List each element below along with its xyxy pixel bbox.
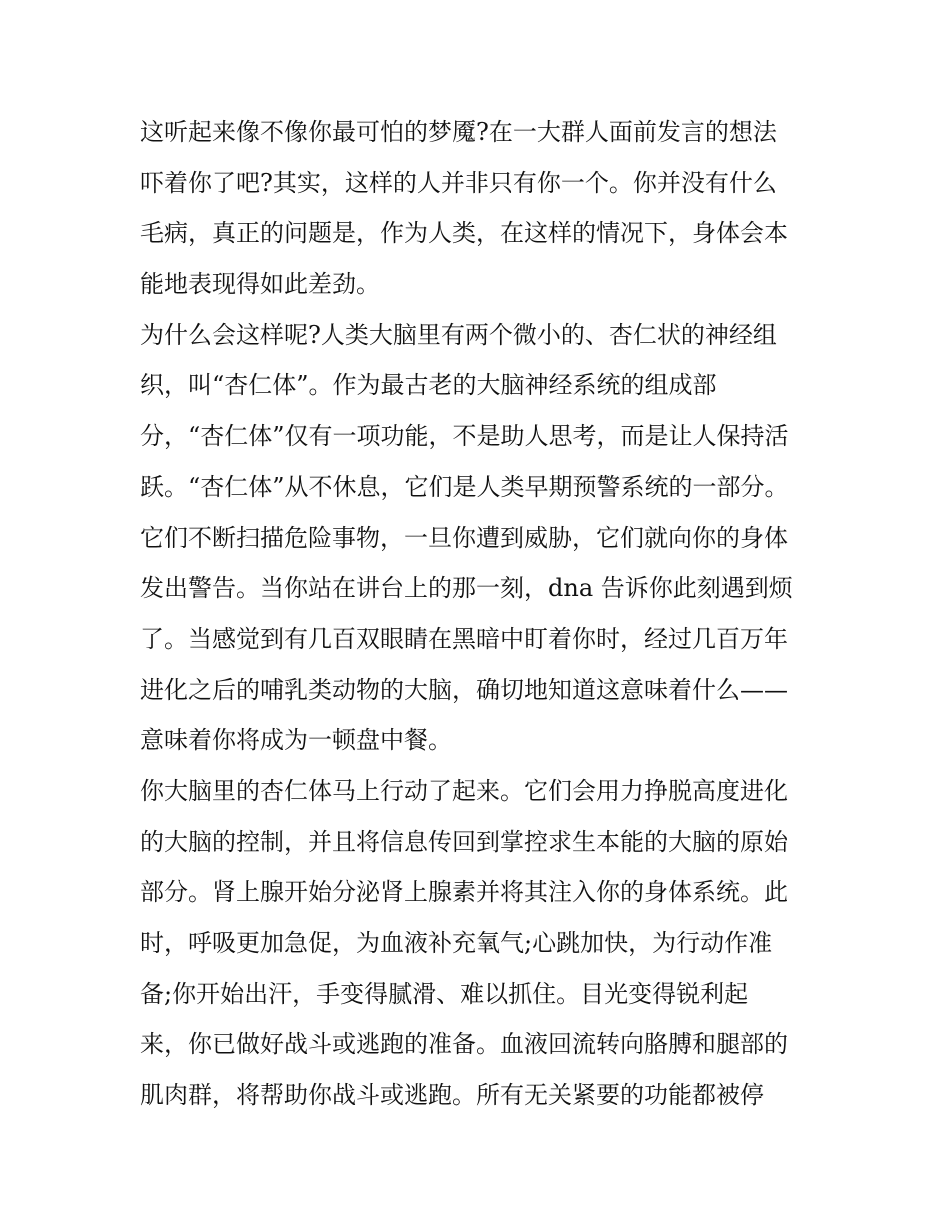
- body-text: [140, 107, 820, 1121]
- text-line: 发出警告。当你站在讲台上的那一刻，dna 告诉你此刻遇到烦: [140, 574, 793, 603]
- text-line: 的大脑的控制，并且将信息传回到掌控求生本能的大脑的原始: [140, 827, 788, 856]
- text-line: 进化之后的哺乳类动物的大脑，确切地知道这意味着什么——: [140, 675, 788, 704]
- text-line: 这听起来像不像你最可怕的梦魇?在一大群人面前发言的想法: [140, 118, 777, 146]
- text-line: 分，“杏仁体”仅有一项功能，不是助人思考，而是让人保持活: [140, 422, 789, 451]
- text-line: 了。当感觉到有几百双眼睛在黑暗中盯着你时，经过几百万年: [140, 624, 788, 653]
- text-line: 毛病，真正的问题是，作为人类，在这样的情况下，身体会本: [140, 219, 788, 248]
- text-line: 备;你开始出汗，手变得腻滑、难以抓住。目光变得锐利起: [140, 979, 749, 1008]
- text-line: 部分。肾上腺开始分泌肾上腺素并将其注入你的身体系统。此: [140, 878, 788, 907]
- text-line: 来，你已做好战斗或逃跑的准备。血液回流转向胳膊和腿部的: [140, 1030, 788, 1059]
- text-line: 织，叫“杏仁体”。作为最古老的大脑神经系统的组成部: [140, 371, 717, 400]
- text-line: 吓着你了吧?其实，这样的人并非只有你一个。你并没有什么: [140, 168, 777, 197]
- text-line: 你大脑里的杏仁体马上行动了起来。它们会用力挣脱高度进化: [140, 776, 788, 805]
- text-line: 它们不断扫描危险事物，一旦你遭到威胁，它们就向你的身体: [140, 523, 788, 552]
- text-line: 为什么会这样呢?人类大脑里有两个微小的、杏仁状的神经组: [140, 320, 777, 349]
- text-line: 意味着你将成为一顿盘中餐。: [140, 726, 452, 755]
- text-line: 时，呼吸更加急促，为血液补充氧气;心跳加快，为行动作准: [140, 929, 773, 957]
- text-line: 跃。“杏仁体”从不休息，它们是人类早期预警系统的一部分。: [140, 472, 789, 501]
- text-line: 能地表现得如此差劲。: [140, 270, 380, 299]
- text-line: 肌肉群，将帮助你战斗或逃跑。所有无关紧要的功能都被停: [140, 1081, 764, 1110]
